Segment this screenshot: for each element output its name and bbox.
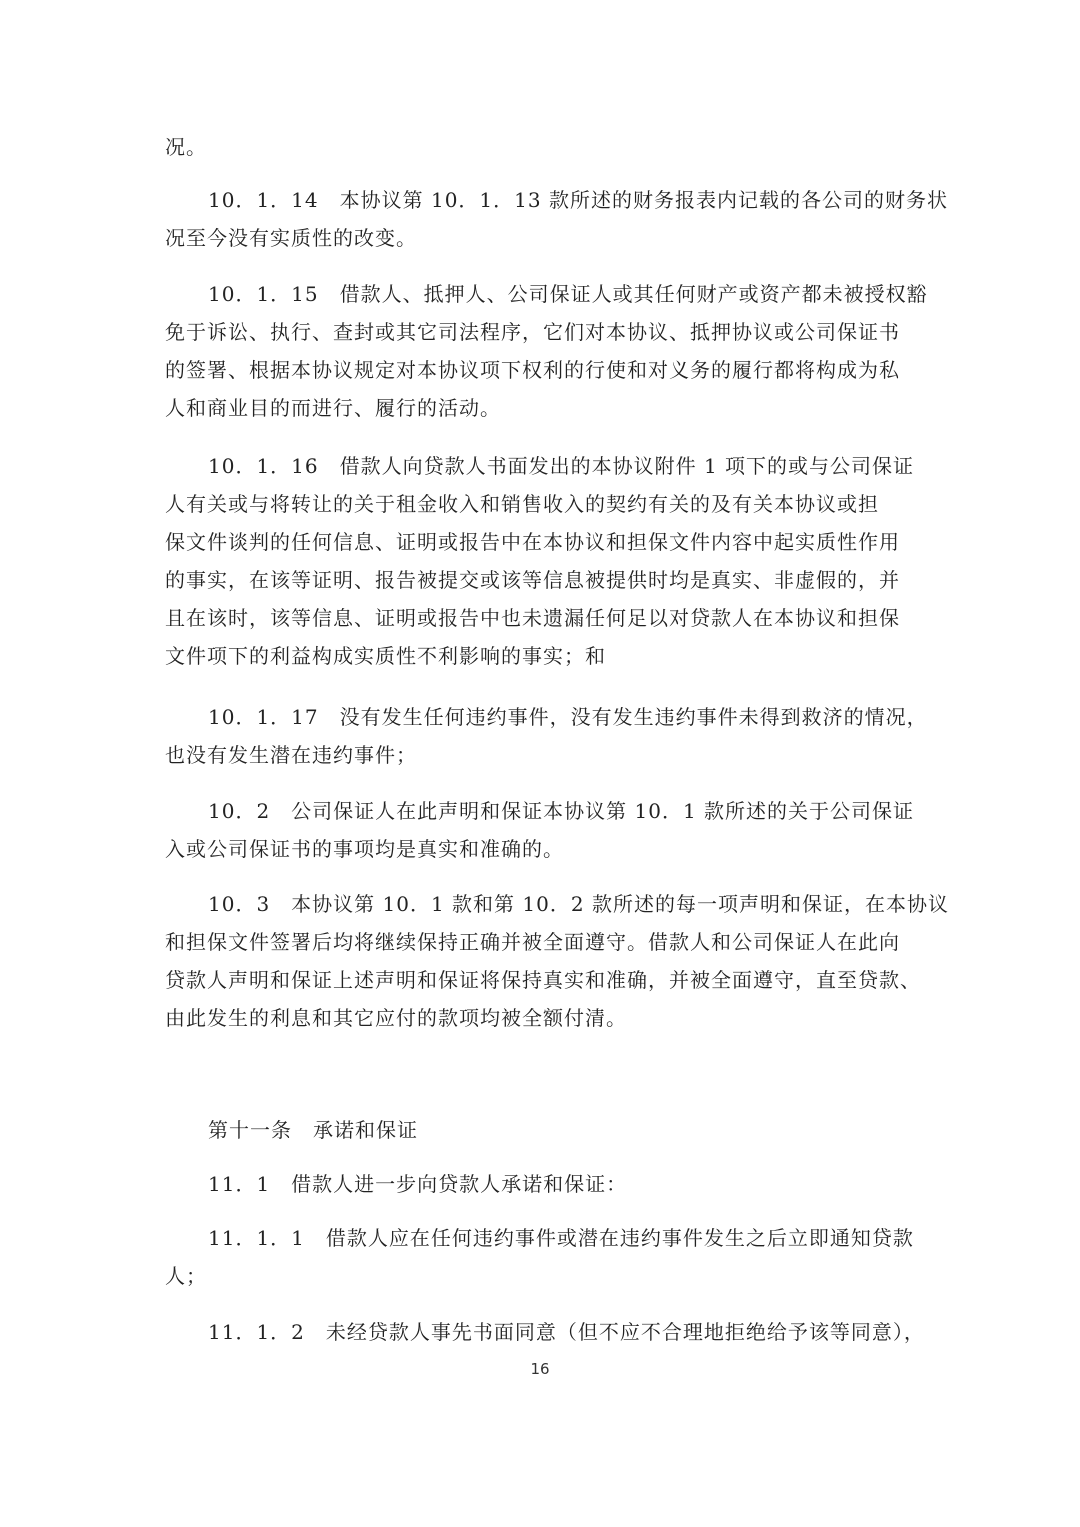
text-line: 也没有发生潜在违约事件； [165,743,417,767]
page-number: 16 [530,1360,550,1378]
text-line: 况。 [165,135,207,159]
clause-10-3 [165,885,949,1037]
section-heading: 第十一条 承诺和保证 [208,1118,418,1142]
text-line: 10．1．16 借款人向贷款人书面发出的本协议附件 1 项下的或与公司保证 [208,454,915,478]
text-line: 10．1．17 没有发生任何违约事件，没有发生违约事件未得到救济的情况， [208,705,928,729]
paragraph-continuation [165,128,925,166]
text-line: 的事实，在该等证明、报告被提交或该等信息被提供时均是真实、非虚假的，并 [165,568,900,592]
text-line: 10．1．15 借款人、抵押人、公司保证人或其任何财产或资产都未被授权豁 [208,282,928,306]
clause-11-1-1 [165,1219,925,1295]
text-line: 的签署、根据本协议规定对本协议项下权利的行使和对义务的履行都将构成为私 [165,358,900,382]
text-line: 10．1．14 本协议第 10．1．13 款所述的财务报表内记载的各公司的财务状 [208,188,948,212]
text-line: 贷款人声明和保证上述声明和保证将保持真实和准确，并被全面遵守，直至贷款、 [165,968,921,992]
text-line: 10．3 本协议第 10．1 款和第 10．2 款所述的每一项声明和保证，在本协议 [208,892,949,916]
clause-10-1-17 [165,698,928,774]
text-line: 入或公司保证书的事项均是真实和准确的。 [165,837,564,861]
clause-10-2 [165,792,925,868]
text-line: 人； [165,1264,207,1288]
article-11-heading [165,1111,925,1149]
text-line: 11．1．2 未经贷款人事先书面同意（但不应不合理地拒绝给予该等同意）， [208,1320,925,1344]
text-line: 11．1．1 借款人应在任何违约事件或潜在违约事件发生之后立即通知贷款 [208,1226,914,1250]
text-line: 人有关或与将转让的关于租金收入和销售收入的契约有关的及有关本协议或担 [165,492,879,516]
text-line: 文件项下的利益构成实质性不利影响的事实；和 [165,644,606,668]
clause-11-1 [165,1165,925,1203]
clause-10-1-14 [165,181,948,257]
text-line: 免于诉讼、执行、查封或其它司法程序，它们对本协议、抵押协议或公司保证书 [165,320,900,344]
text-line: 且在该时，该等信息、证明或报告中也未遗漏任何足以对贷款人在本协议和担保 [165,606,900,630]
text-line: 10．2 公司保证人在此声明和保证本协议第 10．1 款所述的关于公司保证 [208,799,915,823]
text-line: 人和商业目的而进行、履行的活动。 [165,396,501,420]
text-line: 况至今没有实质性的改变。 [165,226,417,250]
text-line: 11．1 借款人进一步向贷款人承诺和保证： [208,1172,628,1196]
clause-11-1-2 [165,1313,925,1351]
text-line: 和担保文件签署后均将继续保持正确并被全面遵守。借款人和公司保证人在此向 [165,930,900,954]
clause-10-1-16 [165,447,925,675]
text-line: 由此发生的利息和其它应付的款项均被全额付清。 [165,1006,627,1030]
clause-10-1-15 [165,275,928,427]
text-line: 保文件谈判的任何信息、证明或报告中在本协议和担保文件内容中起实质性作用 [165,530,900,554]
